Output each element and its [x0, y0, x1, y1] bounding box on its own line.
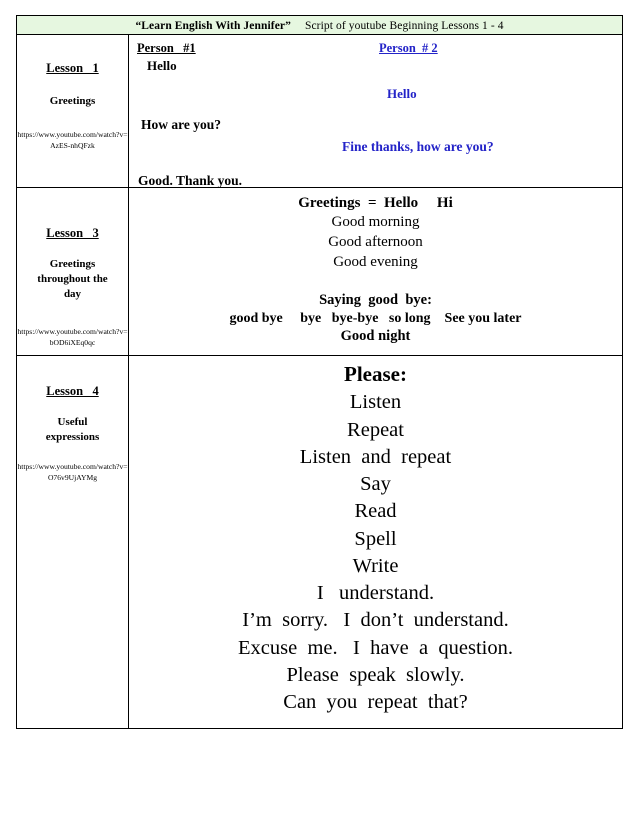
lesson-3-subtitle-line-2: throughout the	[37, 272, 108, 285]
table-row	[17, 188, 623, 356]
lesson-1-title: Lesson 1	[46, 61, 99, 75]
lesson-1-info-cell	[17, 35, 129, 188]
table-header-row	[17, 16, 623, 35]
expression-spell: Spell	[354, 527, 397, 550]
lesson-1-subtitle: Greetings	[49, 95, 96, 107]
lesson-4-url[interactable]: https://www.youtube.com/watch?v=O76v9UjAYMg	[17, 462, 128, 483]
lesson-1-content-cell	[129, 35, 623, 188]
person-1-heading: Person #1	[137, 41, 196, 55]
greetings-heading: Greetings = Hello Hi	[298, 195, 453, 211]
expression-repeat-that: Can you repeat that?	[283, 691, 468, 714]
lesson-3-url[interactable]: https://www.youtube.com/watch?v=bOD6iXEq0qc	[17, 326, 128, 347]
dialogue-line-p2-hello: Hello	[387, 86, 417, 101]
please-heading: Please:	[344, 362, 407, 387]
lesson-1-url[interactable]: https://www.youtube.com/watch?v=AzES-nhQFzk	[17, 129, 128, 150]
expression-listen-and-repeat: Listen and repeat	[299, 445, 452, 468]
expression-speak-slowly: Please speak slowly.	[286, 663, 465, 686]
dialogue-line-p1-hello: Hello	[147, 58, 177, 73]
expression-say: Say	[360, 473, 391, 496]
document-title-cell	[17, 16, 623, 35]
goodbye-heading: Saying good bye:	[319, 292, 432, 309]
person-2-heading: Person # 2	[379, 41, 438, 55]
dialogue-line-p1-thankyou: Good. Thank you.	[138, 173, 243, 188]
expression-im-sorry: I’m sorry. I don’t understand.	[242, 609, 509, 632]
greeting-morning: Good morning	[331, 214, 420, 230]
lesson-3-title: Lesson 3	[46, 226, 99, 240]
lesson-3-info-cell	[17, 188, 129, 356]
lesson-4-info-cell	[17, 356, 129, 729]
dialogue-line-p2-finethanks: Fine thanks, how are you?	[342, 139, 494, 154]
lesson-script-table	[16, 15, 623, 729]
greetings-block	[129, 188, 622, 355]
goodbye-variants: good bye bye bye-bye so long See you later	[229, 311, 522, 327]
lesson-4-content-cell	[129, 356, 623, 729]
lesson-3-content-cell	[129, 188, 623, 356]
expression-listen: Listen	[349, 391, 402, 414]
lesson-4-title: Lesson 4	[46, 384, 99, 399]
page-title: “Learn English With Jennifer”	[135, 20, 291, 32]
page-subtitle: Script of youtube Beginning Lessons 1 - 4	[304, 20, 504, 32]
expression-repeat: Repeat	[347, 418, 404, 441]
expression-read: Read	[354, 500, 397, 523]
expressions-block	[129, 356, 622, 728]
lesson-4-subtitle-line-1: Useful	[57, 416, 88, 429]
goodbye-good-night: Good night	[340, 328, 411, 345]
dialogue-block	[129, 35, 622, 187]
lesson-4-subtitle-line-2: expressions	[45, 431, 100, 444]
dialogue-line-p1-howareyou: How are you?	[141, 117, 221, 132]
expression-excuse-me: Excuse me. I have a question.	[238, 636, 513, 659]
table-row	[17, 356, 623, 729]
expression-i-understand: I understand.	[316, 582, 435, 605]
greeting-evening: Good evening	[333, 253, 418, 270]
table-row	[17, 35, 623, 188]
greeting-afternoon: Good afternoon	[328, 233, 423, 250]
expression-write: Write	[352, 554, 399, 577]
lesson-3-subtitle-line-1: Greetings	[49, 258, 96, 270]
lesson-3-subtitle-line-3: day	[63, 287, 82, 300]
